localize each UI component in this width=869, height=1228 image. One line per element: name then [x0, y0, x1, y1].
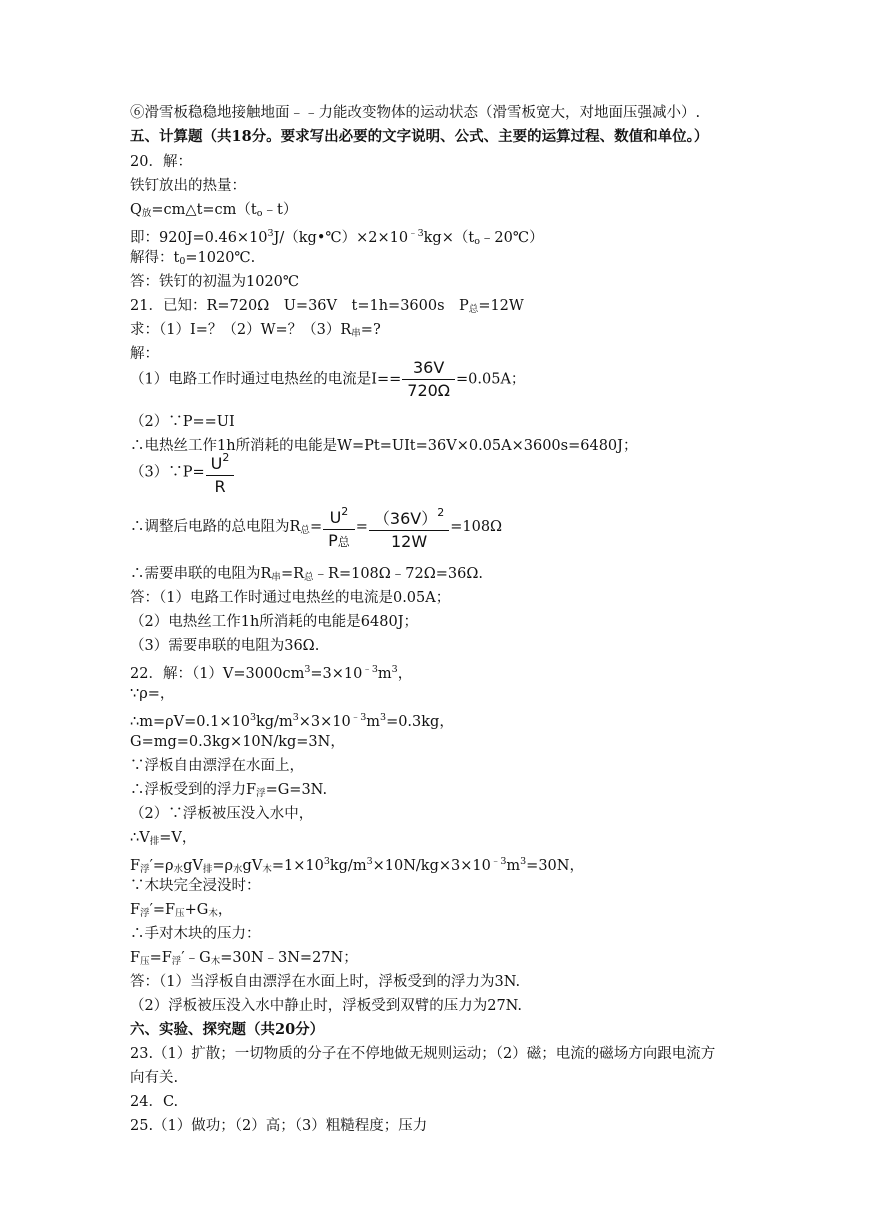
q20-solution: 解得：$t_0=1020℃$.: [130, 250, 256, 267]
q23-line-2: 向有关.: [130, 1070, 179, 1086]
q20-substitution: 即：$920J=0.46\times 10^3J/(kg•℃)\times 2\times 10^{﹣3}kg\times(t_o﹣20℃)$: [130, 228, 544, 247]
q21-current-line: （1）电路工作时通过电热丝的电流是I== $\frac{36V}{720\Omega}$ =0.05A；: [130, 358, 526, 400]
q20-label: 20．解：: [130, 154, 192, 170]
q21-answer-1: 答：（1）电路工作时通过电热丝的电流是0.05A；: [130, 590, 451, 606]
q20-heat-formula: $Q_放=cm\triangle t=cm(t_o﹣t)$: [130, 202, 298, 219]
q23-line-1: 23.（1）扩散；一切物质的分子在不停地做无规则运动；（2）磁；电流的磁场方向跟电流方: [130, 1046, 716, 1062]
q22-buoyancy: ∴浮板受到的浮力$F_浮=G=3N$.: [130, 782, 328, 799]
q21-power-relation: （2）∵P==UI: [130, 414, 235, 430]
fraction-current: $\frac{36V}{720\Omega}$: [402, 358, 455, 401]
q21-find: 求：（1）I=？（2）W=？$(3)R_串=$?: [130, 322, 381, 339]
q22-submerged: （2）∵浮板被压没入水中，: [130, 806, 314, 822]
q21-series-resistance: ∴需要串联的电阻为$R_串=R_总﹣R=108\Omega﹣72\Omega=36\Omega$.: [130, 566, 483, 583]
q22-answer-2: （2）浮板被压没入水中静止时，浮板受到双臂的压力为27N.: [130, 998, 523, 1014]
q22-fully-submerged: ∵木块完全浸没时：: [130, 878, 261, 894]
q21-energy-line: ∴电热丝工作1h所消耗的电能是W=Pt=UIt=36V×0.05A×3600s=6480J；: [130, 438, 638, 454]
q21-given: 21．已知：R=720Ω U=36V t=1h=3600s $P_总=12W$: [130, 298, 524, 315]
q22-weight: G=mg=0.3kg×10N/kg=3N，: [130, 734, 345, 750]
q22-answer-1: 答：（1）当浮板自由漂浮在水面上时，浮板受到的浮力为3N.: [130, 974, 521, 990]
q22-density: ∵ρ=，: [130, 686, 175, 702]
q22-buoyancy-submerged: $F_浮'=\rho_水gV_排=\rho_水gV_木=1\times 10^3kg/m^3\times 10N/kg\times 3\times 10^{﹣3}m^3=30N$，: [130, 856, 584, 875]
q22-volume: 22．解：$(1)V=3000cm^3=3\times 10^{﹣3}m^3$，: [130, 664, 413, 682]
q21-power-formula: （3）∵P= $\frac{U^2}{R}$: [130, 448, 235, 497]
q24-answer: 24．C.: [130, 1094, 179, 1110]
section-6-heading: 六、实验、探究题（共20分）: [130, 1021, 325, 1038]
line-skateboard: ⑥滑雪板稳稳地接触地面﹣﹣力能改变物体的运动状态（滑雪板宽大，对地面压强减小）.: [130, 105, 701, 121]
q22-volume-displaced: $\therefore V_排=V$，: [130, 830, 197, 847]
fraction-36v-over-12w: $\frac{(36V)^2}{12W}$: [369, 503, 449, 552]
q21-answer-2: （2）电热丝工作1h所消耗的电能是6480J；: [130, 614, 419, 630]
q22-pressure-force: $F_压=F_浮'﹣G_木=30N﹣3N=27N$；: [130, 950, 358, 967]
q22-floating: ∵浮板自由漂浮在水面上，: [130, 758, 304, 774]
section-5-heading: 五、计算题（共18分。要求写出必要的文字说明、公式、主要的运算过程、数值和单位。）: [130, 128, 709, 145]
q22-mass: $\therefore m=\rho V=0.1\times 10^3kg/m^3\times 3\times 10^{﹣3}m^3=0.3kg$，: [130, 712, 454, 730]
fraction-u2-over-p: $\frac{U^2}{\text{P总}}$: [323, 502, 355, 552]
q20-heat-label: 铁钉放出的热量：: [130, 178, 246, 194]
q25-answer: 25.（1）做功；（2）高；（3）粗糙程度；压力: [130, 1118, 428, 1134]
q20-answer: 答：铁钉的初温为1020℃: [130, 274, 300, 290]
q22-hand-force-label: ∴手对木块的压力：: [130, 926, 261, 942]
q21-total-resistance: ∴调整后电路的总电阻为$R_总=$ $\frac{U^2}{\text{P总}}$ = $\frac{(36V)^2}{12W}$ =108Ω: [130, 502, 502, 552]
q22-force-balance: $F_浮'=F_压+G_木$，: [130, 902, 233, 919]
q21-solve-label: 解：: [130, 346, 159, 362]
q21-answer-3: （3）需要串联的电阻为36Ω.: [130, 638, 320, 654]
fraction-power: $\frac{U^2}{R}$: [206, 448, 235, 497]
